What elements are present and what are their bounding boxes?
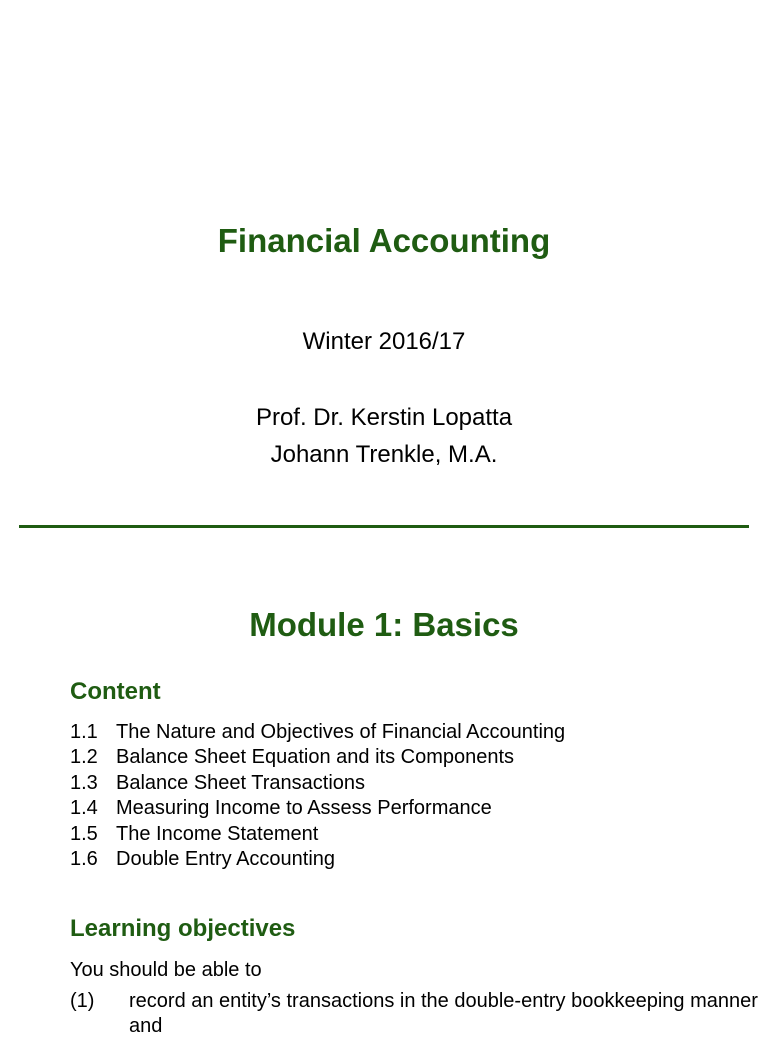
author-list xyxy=(0,399,768,473)
item-number: 1.2 xyxy=(70,746,98,769)
item-text: The Nature and Objectives of Financial Accounting xyxy=(116,721,566,743)
content-list-item xyxy=(70,771,565,796)
item-number: 1.5 xyxy=(70,822,98,845)
section-divider xyxy=(19,525,749,528)
module-title: Module 1: Basics xyxy=(249,606,519,643)
content-list-item xyxy=(70,720,565,745)
author-name: Prof. Dr. Kerstin Lopatta xyxy=(255,404,513,431)
item-number: 1.6 xyxy=(70,848,98,871)
item-number: 1.1 xyxy=(70,721,98,743)
item-number: 1.3 xyxy=(70,771,98,794)
objectives-heading: Learning objectives xyxy=(70,915,296,942)
objective-text: record an entity’s transactions in the double-entry bookkeeping manner and xyxy=(129,990,758,1037)
item-text: Balance Sheet Equation and its Components xyxy=(116,746,515,769)
item-text: Double Entry Accounting xyxy=(116,848,336,871)
content-list-item xyxy=(70,847,565,872)
content-list-item xyxy=(70,796,565,821)
content-heading: Content xyxy=(70,678,161,705)
objective-number: (1) xyxy=(70,990,95,1012)
content-list-item xyxy=(70,745,565,770)
document-title: Financial Accounting xyxy=(217,222,551,259)
author-name: Johann Trenkle, M.A. xyxy=(270,441,498,468)
objectives-intro: You should be able to xyxy=(70,959,262,981)
content-list xyxy=(70,720,565,872)
objective-item xyxy=(70,989,760,1039)
content-list-item xyxy=(70,822,565,847)
semester-label: Winter 2016/17 xyxy=(302,328,466,355)
item-text: Balance Sheet Transactions xyxy=(116,771,366,794)
item-number: 1.4 xyxy=(70,797,98,820)
item-text: The Income Statement xyxy=(116,822,319,845)
item-text: Measuring Income to Assess Performance xyxy=(116,797,492,820)
